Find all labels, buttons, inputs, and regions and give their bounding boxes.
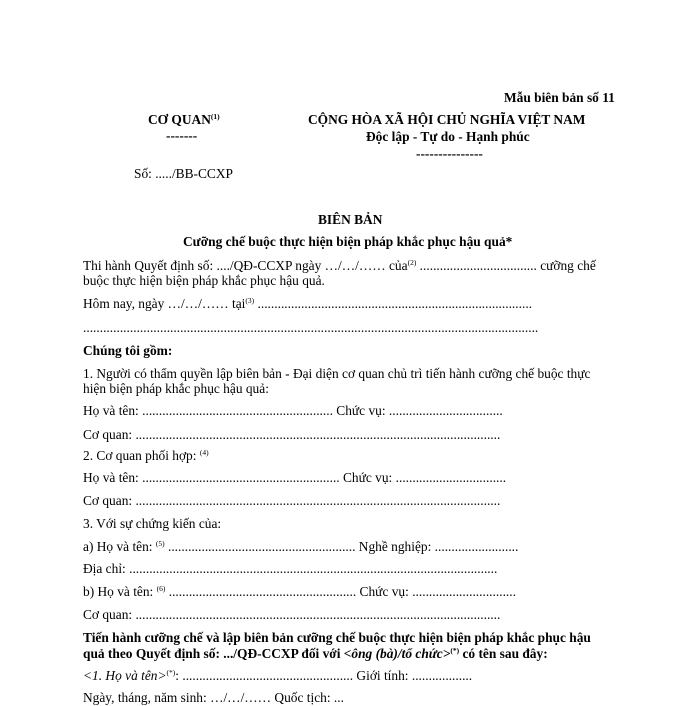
subject-birth-field: Ngày, tháng, năm sinh: …/…/…… Quốc tịch: ... bbox=[83, 690, 344, 705]
section-1-line-2: hiện biện pháp khắc phục hậu quả: bbox=[83, 381, 269, 396]
section-1-agency-field: Cơ quan: ............................................................................................................. bbox=[83, 427, 501, 442]
decision-line-1: Thi hành Quyết định số: ..../QĐ-CCXP ngày …/…/…… của$^{(2)}$ ................................... cưỡng chế bbox=[83, 258, 596, 273]
document-heading: BIÊN BẢN bbox=[318, 212, 383, 227]
witness-b-name-field: b) Họ và tên: $^{(6)}$ ........................................................ Chức vụ: ............................... bbox=[83, 584, 516, 599]
nation-motto: Độc lập - Tự do - Hạnh phúc bbox=[366, 129, 530, 144]
section-2-title: 2. Cơ quan phối hợp: $^{(4)}$ bbox=[83, 448, 209, 463]
witness-a-address-field: Địa chỉ: .............................................................................................................. bbox=[83, 561, 498, 576]
members-heading: Chúng tôi gồm: bbox=[83, 343, 173, 358]
document-subheading: Cưỡng chế buộc thực hiện biện pháp khắc phục hậu quả* bbox=[183, 234, 513, 249]
enforcement-line-2: quả theo Quyết định số: .../QĐ-CCXP đối với <ông (bà)/tổ chức>(*) có tên sau đây: bbox=[83, 646, 548, 661]
section-2-agency-field: Cơ quan: ............................................................................................................. bbox=[83, 493, 501, 508]
subject-name-field: <1. Họ và tên>(*): ................................................... Giới tính: .................. bbox=[83, 668, 473, 683]
section-3-title: 3. Với sự chứng kiến của: bbox=[83, 516, 222, 531]
agency-label: CƠ QUAN$^{(1)}$ bbox=[148, 112, 220, 127]
today-line-1: Hôm nay, ngày …/…/…… tại$^{(3)}$ .................................................................................. bbox=[83, 296, 533, 311]
section-1-name-field: Họ và tên: ......................................................... Chức vụ: .................................. bbox=[83, 403, 503, 418]
agency-divider: ------- bbox=[166, 128, 198, 143]
decision-line-2: buộc thực hiện biện pháp khắc phục hậu quả. bbox=[83, 273, 325, 288]
section-2-name-field: Họ và tên: ........................................................... Chức vụ: ................................. bbox=[83, 470, 507, 485]
section-1-line-1: 1. Người có thẩm quyền lập biên bản - Đại diện cơ quan chủ trì tiến hành cưỡng chế buộc thực bbox=[83, 366, 591, 381]
witness-a-name-field: a) Họ và tên: $^{(5)}$ ........................................................ Nghề nghiệp: ......................... bbox=[83, 539, 519, 554]
today-line-2: ........................................................................................................................................ bbox=[83, 320, 539, 335]
enforcement-line-1: Tiến hành cưỡng chế và lập biên bản cưỡng chế buộc thực hiện biện pháp khắc phục hậu bbox=[83, 630, 591, 645]
nation-title: CỘNG HÒA XÃ HỘI CHỦ NGHĨA VIỆT NAM bbox=[308, 112, 586, 127]
document-number: Số: ...../BB-CCXP bbox=[134, 166, 233, 181]
motto-divider: --------------- bbox=[416, 146, 483, 161]
form-number: Mẫu biên bản số 11 bbox=[504, 90, 615, 105]
witness-b-agency-field: Cơ quan: ............................................................................................................. bbox=[83, 607, 501, 622]
